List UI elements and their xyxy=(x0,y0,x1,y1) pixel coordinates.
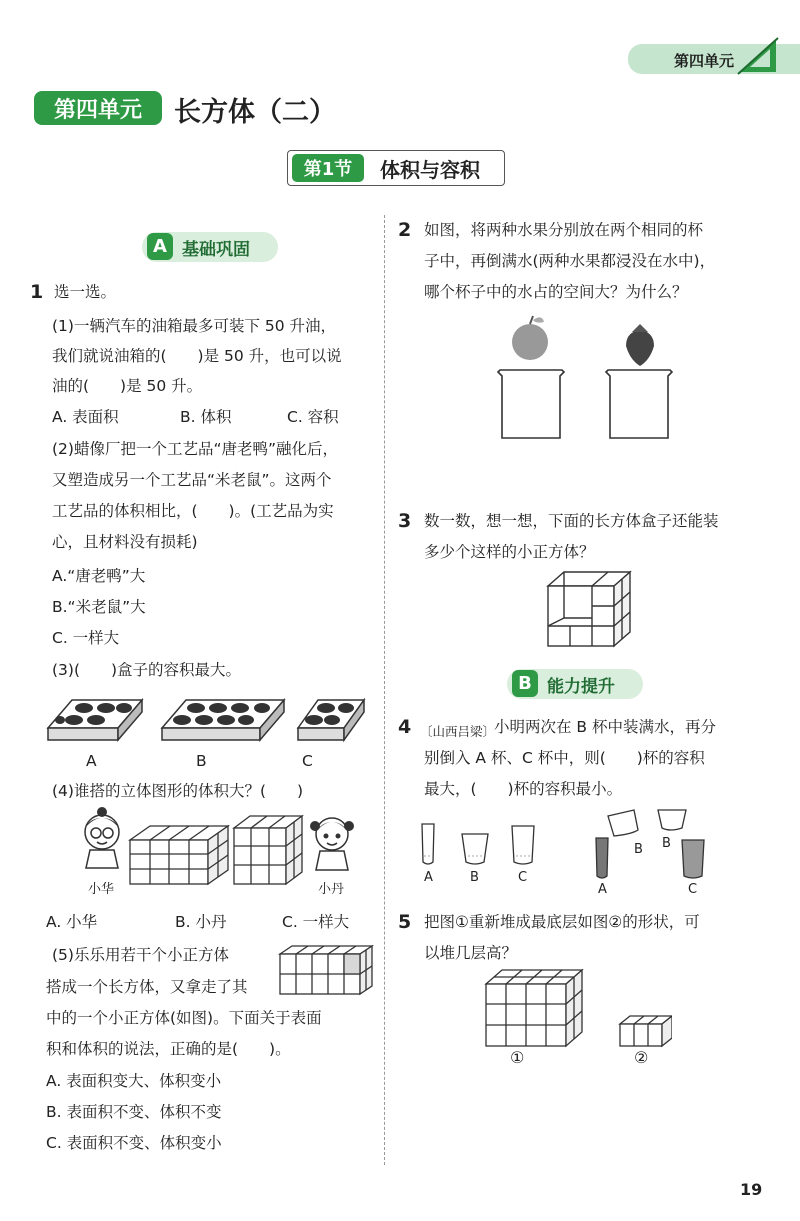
q1-s2-line4: 心，且材料没有损耗) xyxy=(52,533,198,551)
xiaodan-label: 小丹 xyxy=(318,882,345,897)
part-a-title: 基础巩固 xyxy=(182,240,250,260)
q4-number: 4 xyxy=(398,716,412,738)
q2-line2: 子中，再倒满水(两种水果都浸没在水中)， xyxy=(424,252,716,270)
tilted-cup-label-b1: B xyxy=(634,842,643,857)
q1-s2-line1: (2)蜡像厂把一个工艺品“唐老鸭”融化后， xyxy=(52,440,339,458)
cup-b-tilted-right xyxy=(658,810,686,830)
q1-s5-line4: 积和体积的说法，正确的是( )。 xyxy=(46,1040,291,1058)
q2-line3: 哪个杯子中的水占的空间大？为什么？ xyxy=(424,283,688,301)
page-number: 19 xyxy=(740,1180,763,1199)
cup-b-empty xyxy=(462,834,488,864)
box-c-label: C xyxy=(302,752,313,770)
unit-title: 长方体（二） xyxy=(174,97,336,128)
apple-icon xyxy=(512,316,548,360)
q4-cups-figure xyxy=(412,800,722,880)
filled-cup-label-a: A xyxy=(598,882,607,897)
cup-c-empty xyxy=(512,826,534,864)
fig1-label: ① xyxy=(510,1048,525,1067)
q1-s3-text: (3)( )盒子的容积最大。 xyxy=(52,661,242,679)
q1-s5-option-a: A. 表面积变大、体积变小 xyxy=(46,1072,222,1090)
q5-figure xyxy=(482,966,672,1050)
part-b-letter: B xyxy=(512,670,538,697)
q1-s2-line3: 工艺品的体积相比，( )。(工艺品为实 xyxy=(52,502,334,520)
q5-line1: 把图①重新堆成最底层如图②的形状，可 xyxy=(424,913,700,931)
cup-a-filled xyxy=(596,838,608,878)
q1-s2-option-a: A.“唐老鸭”大 xyxy=(52,567,146,585)
box-a xyxy=(48,700,142,740)
tilted-cup-label-b2: B xyxy=(662,836,671,851)
q4-line2: 别倒入 A 杯、C 杯中，则( )杯的容积 xyxy=(424,749,705,767)
q5-number: 5 xyxy=(398,911,412,933)
q2-number: 2 xyxy=(398,219,412,241)
cup-label-c: C xyxy=(518,870,528,885)
q1-s5-line2: 搭成一个长方体，又拿走了其 xyxy=(46,978,248,996)
unit-badge: 第四单元 xyxy=(34,91,162,125)
cup-c-filled xyxy=(682,840,704,878)
section-badge: 第1节 xyxy=(292,154,364,182)
q1-s1-line3: 油的( )是 50 升。 xyxy=(52,377,203,395)
q1-s1-option-c: C. 容积 xyxy=(287,408,339,426)
fig2-label: ② xyxy=(634,1048,649,1067)
q1-s4-option-c: C. 一样大 xyxy=(282,913,350,931)
cup-a-empty xyxy=(422,824,434,864)
q1-s1-option-a: A. 表面积 xyxy=(52,408,119,426)
q1-s5-option-c: C. 表面积不变、体积变小 xyxy=(46,1134,222,1152)
q1-s5-cuboid-figure xyxy=(276,942,380,1000)
column-divider xyxy=(384,215,385,1165)
q2-line1: 如图，将两种水果分别放在两个相同的杯 xyxy=(424,221,704,239)
xiaohua-cube-stack xyxy=(130,826,228,884)
cuboid-2 xyxy=(620,1016,672,1046)
triangle-ruler-icon xyxy=(736,36,780,76)
filled-cup-label-c: C xyxy=(688,882,698,897)
q4-region-tag: 〔山西吕梁〕 xyxy=(420,724,496,739)
q1-s2-line2: 又塑造成另一个工艺品“米老鼠”。这两个 xyxy=(52,471,332,489)
cup-left xyxy=(498,370,564,438)
q2-cups-figure xyxy=(490,312,680,442)
box-a-label: A xyxy=(86,752,97,770)
q4-line3: 最大，( )杯的容积最小。 xyxy=(424,780,623,798)
cup-label-b: B xyxy=(470,870,479,885)
q3-line1: 数一数，想一想，下面的长方体盒子还能装 xyxy=(424,512,719,530)
q1-s4-text: (4)谁搭的立体图形的体积大？( ) xyxy=(52,782,304,800)
q1-title: 选一选。 xyxy=(54,283,117,301)
q1-s1-line2: 我们就说油箱的( )是 50 升，也可以说 xyxy=(52,347,342,365)
q1-s2-option-c: C. 一样大 xyxy=(52,629,120,647)
xiaodan-avatar xyxy=(310,818,354,870)
q1-s4-option-a: A. 小华 xyxy=(46,913,98,931)
section-title: 体积与容积 xyxy=(380,158,480,182)
q1-s5-line1: (5)乐乐用若干个小正方体 xyxy=(52,946,229,964)
box-c xyxy=(298,700,364,740)
q5-line2: 以堆几层高？ xyxy=(424,944,518,962)
part-a-letter: A xyxy=(147,233,173,260)
box-b xyxy=(162,700,284,740)
xiaohua-label: 小华 xyxy=(88,882,115,897)
q1-s4-option-b: B. 小丹 xyxy=(175,913,227,931)
cup-b-tilted-left xyxy=(608,810,638,836)
cuboid-1 xyxy=(486,970,582,1046)
box-b-label: B xyxy=(196,752,207,770)
xiaodan-cube-stack xyxy=(234,816,302,884)
unit-tab-label: 第四单元 xyxy=(673,52,734,70)
cup-right xyxy=(606,370,672,438)
q1-s5-line3: 中的一个小正方体(如图)。下面关于表面 xyxy=(46,1009,322,1027)
q3-number: 3 xyxy=(398,510,412,532)
part-b-title: 能力提升 xyxy=(547,677,615,697)
xiaohua-avatar xyxy=(85,807,119,868)
q4-line1: 小明两次在 B 杯中装满水，再分 xyxy=(494,718,716,736)
q1-s2-option-b: B.“米老鼠”大 xyxy=(52,598,146,616)
q1-s1-option-b: B. 体积 xyxy=(180,408,232,426)
cup-label-a: A xyxy=(424,870,433,885)
q3-line2: 多少个这样的小正方体？ xyxy=(424,543,595,561)
q1-number: 1 xyxy=(30,281,44,303)
q1-s5-option-b: B. 表面积不变、体积不变 xyxy=(46,1103,222,1121)
q1-s1-line1: (1)一辆汽车的油箱最多可装下 50 升油， xyxy=(52,317,337,335)
strawberry-icon xyxy=(626,324,654,366)
q3-box-figure xyxy=(538,568,638,650)
